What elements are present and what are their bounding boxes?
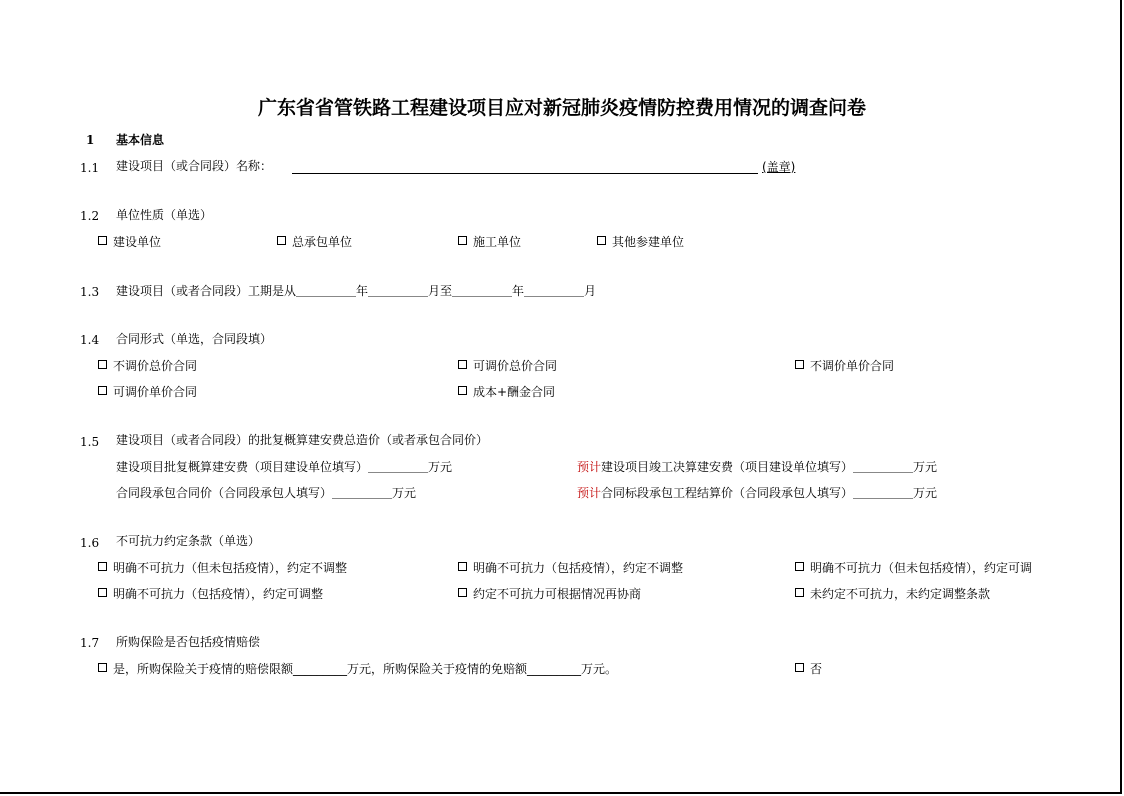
contract-price-field[interactable]: 合同段承包合同价（合同段承包人填写）＿＿＿＿＿万元 bbox=[116, 486, 417, 500]
question-number: 1.6 bbox=[80, 536, 100, 550]
option-checkbox[interactable]: 可调价单价合同 bbox=[98, 385, 197, 399]
checkbox-icon bbox=[795, 360, 804, 369]
construction-period-field[interactable]: 建设项目（或者合同段）工期是从＿＿＿＿＿年＿＿＿＿＿月至＿＿＿＿＿年＿＿＿＿＿月 bbox=[116, 284, 597, 298]
question-label: 所购保险是否包括疫情赔偿 bbox=[116, 635, 261, 649]
checkbox-icon bbox=[795, 562, 804, 571]
option-checkbox[interactable]: 施工单位 bbox=[458, 235, 521, 249]
option-checkbox[interactable]: 明确不可抗力（但未包括疫情），约定不调整 bbox=[98, 561, 347, 575]
checkbox-icon bbox=[98, 360, 107, 369]
checkbox-icon bbox=[98, 386, 107, 395]
checkbox-icon bbox=[795, 588, 804, 597]
seal-label: (盖章) bbox=[762, 160, 796, 174]
checkbox-icon bbox=[277, 236, 286, 245]
option-checkbox[interactable]: 明确不可抗力（包括疫情），约定不调整 bbox=[458, 561, 683, 575]
option-checkbox[interactable]: 是，所购保险关于疫情的赔偿限额_________万元，所购保险关于疫情的免赔额_________万元。 bbox=[98, 662, 617, 676]
option-checkbox[interactable]: 建设单位 bbox=[98, 235, 161, 249]
checkbox-icon bbox=[458, 236, 467, 245]
checkbox-icon bbox=[98, 562, 107, 571]
project-name-field[interactable] bbox=[292, 173, 758, 174]
checkbox-icon bbox=[458, 588, 467, 597]
question-number: 1.1 bbox=[80, 161, 100, 175]
checkbox-icon bbox=[98, 236, 107, 245]
section-title: 基本信息 bbox=[116, 133, 165, 147]
question-number: 1.2 bbox=[80, 209, 100, 223]
section-number: 1 bbox=[86, 133, 95, 147]
checkbox-icon bbox=[458, 386, 467, 395]
final-account-field[interactable]: 预计建设项目竣工决算建安费（项目建设单位填写）＿＿＿＿＿万元 bbox=[577, 460, 938, 474]
question-number: 1.7 bbox=[80, 636, 100, 650]
option-checkbox[interactable]: 不调价单价合同 bbox=[795, 359, 894, 373]
question-label: 建设项目（或合同段）名称： bbox=[116, 159, 273, 173]
option-checkbox[interactable]: 否 bbox=[795, 662, 822, 676]
option-checkbox[interactable]: 约定不可抗力可根据情况再协商 bbox=[458, 587, 641, 601]
option-checkbox[interactable]: 明确不可抗力（但未包括疫情），约定可调 bbox=[795, 561, 1067, 575]
question-label: 单位性质（单选） bbox=[116, 208, 213, 222]
settlement-price-field[interactable]: 预计合同标段承包工程结算价（合同段承包人填写）＿＿＿＿＿万元 bbox=[577, 486, 938, 500]
option-checkbox[interactable]: 其他参建单位 bbox=[597, 235, 684, 249]
option-checkbox[interactable]: 明确不可抗力（包括疫情），约定可调整 bbox=[98, 587, 323, 601]
estimate-label: 预计 bbox=[577, 486, 602, 500]
question-label: 合同形式（单选，合同段填） bbox=[116, 332, 273, 346]
option-checkbox[interactable]: 不调价总价合同 bbox=[98, 359, 197, 373]
question-number: 1.3 bbox=[80, 285, 100, 299]
checkbox-icon bbox=[458, 360, 467, 369]
checkbox-icon bbox=[458, 562, 467, 571]
page-title: 广东省省管铁路工程建设项目应对新冠肺炎疫情防控费用情况的调查问卷 bbox=[257, 97, 866, 119]
checkbox-icon bbox=[98, 588, 107, 597]
question-label: 不可抗力约定条款（单选） bbox=[116, 534, 261, 548]
option-checkbox[interactable]: 总承包单位 bbox=[277, 235, 352, 249]
question-number: 1.4 bbox=[80, 333, 100, 347]
option-checkbox[interactable]: 可调价总价合同 bbox=[458, 359, 557, 373]
question-label: 建设项目（或者合同段）的批复概算建安费总造价（或者承包合同价） bbox=[116, 433, 489, 447]
option-checkbox[interactable]: 成本+酬金合同 bbox=[458, 385, 555, 399]
checkbox-icon bbox=[98, 663, 107, 672]
checkbox-icon bbox=[597, 236, 606, 245]
checkbox-icon bbox=[795, 663, 804, 672]
approved-budget-field[interactable]: 建设项目批复概算建安费（项目建设单位填写）＿＿＿＿＿万元 bbox=[116, 460, 453, 474]
option-checkbox[interactable]: 未约定不可抗力，未约定调整条款 bbox=[795, 587, 990, 601]
question-number: 1.5 bbox=[80, 435, 100, 449]
estimate-label: 预计 bbox=[577, 460, 602, 474]
page-border-bottom bbox=[0, 792, 1122, 794]
